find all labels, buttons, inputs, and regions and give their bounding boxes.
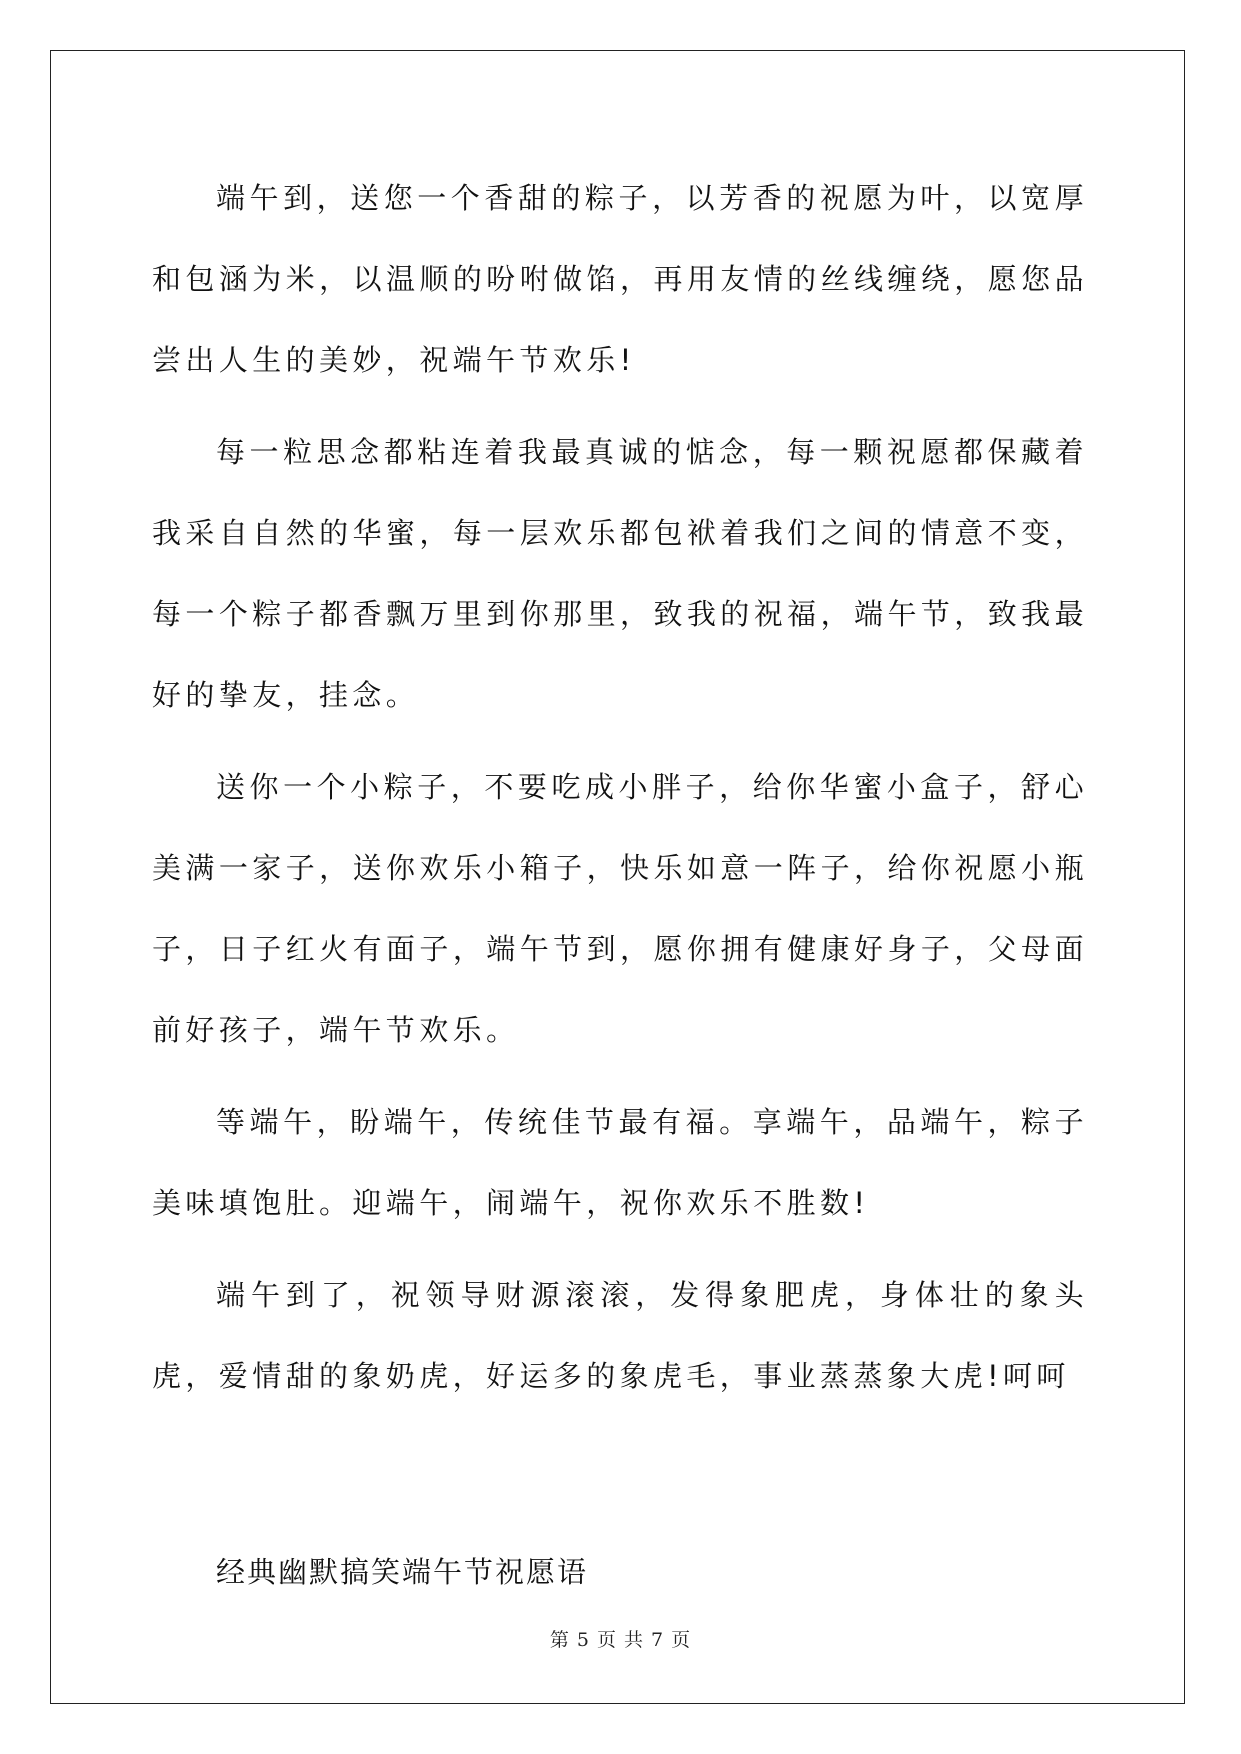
paragraph: 端午到了，祝领导财源滚滚，发得象肥虎，身体壮的象头虎，爱情甜的象奶虎，好运多的象虎毛，事业蒸蒸象大虎!呵呵 <box>152 1278 1088 1393</box>
document-body <box>152 158 1088 1613</box>
page-number: 第 5 页 共 7 页 <box>549 1629 692 1651</box>
paragraph: 端午到，送您一个香甜的粽子，以芳香的祝愿为叶，以宽厚和包涵为米，以温顺的吩咐做馅，再用友情的丝线缠绕，愿您品尝出人生的美妙，祝端午节欢乐! <box>152 181 1088 377</box>
paragraph: 每一粒思念都粘连着我最真诚的惦念，每一颗祝愿都保藏着我采自自然的华蜜，每一层欢乐都包袱着我们之间的情意不变，每一个粽子都香飘万里到你那里，致我的祝福，端午节，致我最好的挚友，挂念。 <box>152 435 1088 712</box>
section-title: 经典幽默搞笑端午节祝愿语 <box>216 1555 589 1589</box>
paragraph: 送你一个小粽子，不要吃成小胖子，给你华蜜小盒子，舒心美满一家子，送你欢乐小箱子，快乐如意一阵子，给你祝愿小瓶子，日子红火有面子，端午节到，愿你拥有健康好身子，父母面前好孩子，端午节欢乐。 <box>152 770 1088 1047</box>
paragraph: 等端午，盼端午，传统佳节最有福。享端午，品端午，粽子美味填饱肚。迎端午，闹端午，祝你欢乐不胜数! <box>152 1105 1088 1220</box>
